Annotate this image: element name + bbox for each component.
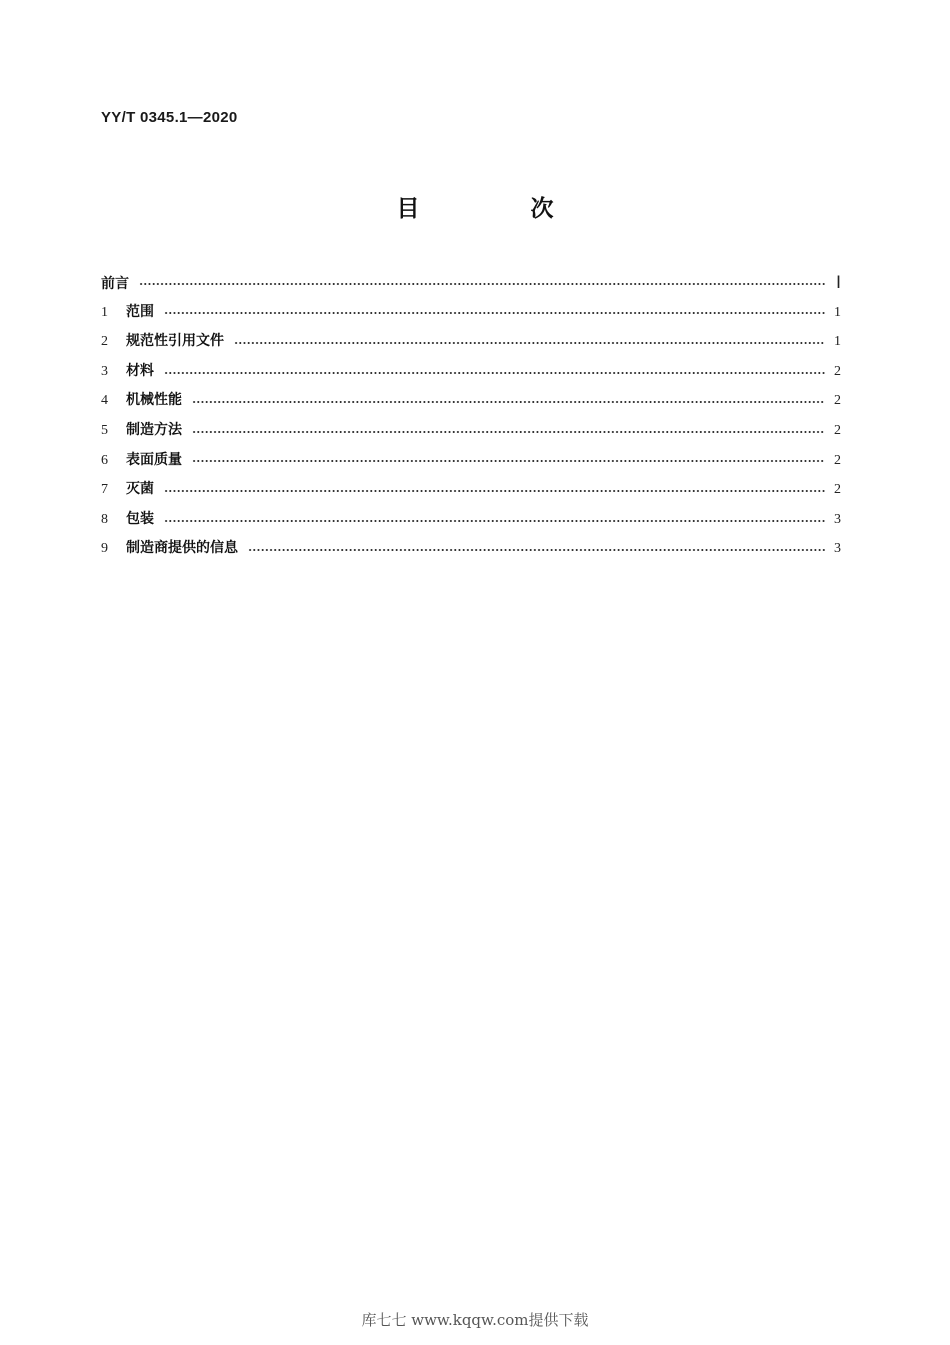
toc-entry-number: 3 <box>101 363 108 379</box>
toc-leader-dots <box>164 490 825 492</box>
toc-entry-page: 2 <box>834 422 841 438</box>
toc-leader-dots <box>164 312 825 314</box>
toc-entry-number: 6 <box>101 452 108 468</box>
toc-leader-dots <box>164 520 825 522</box>
toc-leader-dots <box>192 401 825 403</box>
toc-entry-packaging[interactable] <box>101 505 841 535</box>
toc-entry-number: 8 <box>101 511 108 527</box>
toc-entry-page: 2 <box>834 482 841 498</box>
toc-entry-number: 4 <box>101 393 108 409</box>
toc-entry-number: 2 <box>101 334 108 350</box>
toc-entry-page: 1 <box>834 304 841 320</box>
toc-entry-surface-quality[interactable] <box>101 446 841 476</box>
toc-entry-scope[interactable] <box>101 298 841 328</box>
toc-entry-number: 7 <box>101 482 108 498</box>
toc-leader-dots <box>164 372 825 374</box>
toc-entry-foreword[interactable] <box>101 268 841 298</box>
toc-entry-sterilization[interactable] <box>101 475 841 505</box>
toc-entry-label: 包装 <box>126 510 154 527</box>
toc-entry-label: 材料 <box>126 362 154 379</box>
toc-leader-dots <box>234 342 825 344</box>
toc-entry-number: 5 <box>101 422 108 438</box>
standard-code: YY/T 0345.1—2020 <box>101 109 238 126</box>
toc-entry-page: Ⅰ <box>835 273 841 292</box>
toc-leader-dots <box>192 431 825 433</box>
toc-entry-label: 制造方法 <box>126 421 182 438</box>
toc-entry-manufacturer-information[interactable] <box>101 534 841 564</box>
toc-leader-dots <box>248 549 825 551</box>
toc-entry-page: 1 <box>834 334 841 350</box>
toc-entry-page: 3 <box>834 541 841 557</box>
toc-entry-page: 2 <box>834 452 841 468</box>
toc-entry-number: 1 <box>101 304 108 320</box>
download-watermark: 库七七 www.kqqw.com提供下载 <box>361 1311 589 1329</box>
toc-entry-label: 规范性引用文件 <box>126 333 224 350</box>
toc-leader-dots <box>139 283 825 285</box>
toc-entry-mechanical-properties[interactable] <box>101 386 841 416</box>
toc-entry-label: 前言 <box>101 276 129 292</box>
toc-entry-label: 表面质量 <box>126 451 182 468</box>
toc-entry-manufacturing-method[interactable] <box>101 416 841 446</box>
toc-entry-label: 制造商提供的信息 <box>126 540 238 557</box>
page-title: 目 次 <box>396 196 598 222</box>
toc-entry-materials[interactable] <box>101 357 841 387</box>
toc-entry-label: 灭菌 <box>126 481 154 498</box>
toc-entry-label: 范围 <box>126 303 154 320</box>
toc-entry-number: 9 <box>101 541 108 557</box>
toc-entry-normative-references[interactable] <box>101 327 841 357</box>
toc-entry-label: 机械性能 <box>126 392 182 409</box>
toc-entry-page: 2 <box>834 393 841 409</box>
toc-leader-dots <box>192 460 825 462</box>
toc-entry-page: 2 <box>834 363 841 379</box>
toc-entry-page: 3 <box>834 511 841 527</box>
table-of-contents <box>101 268 841 564</box>
